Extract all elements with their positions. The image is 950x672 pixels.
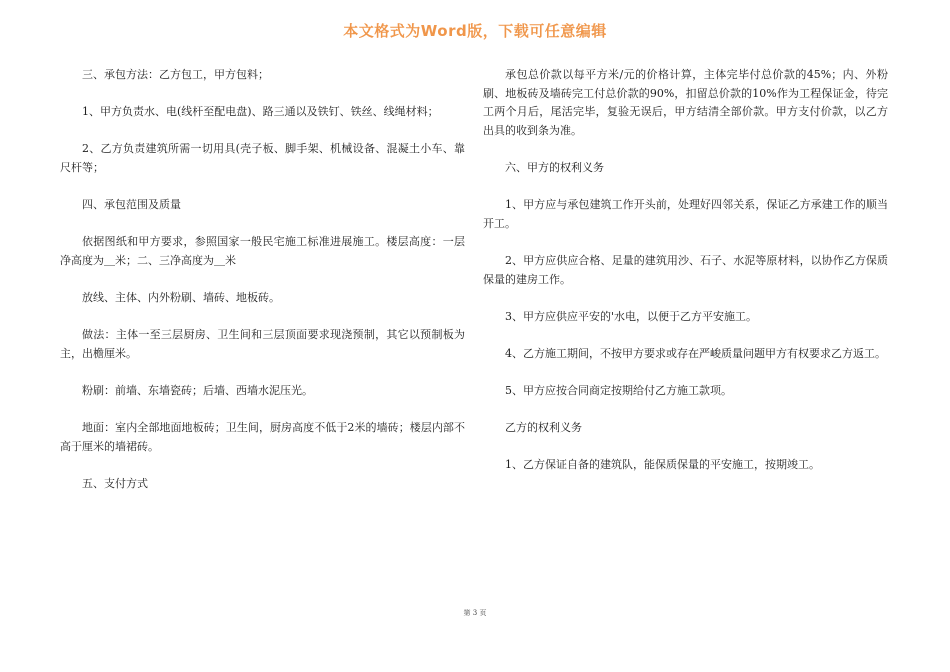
paragraph: 2、甲方应供应合格、足量的建筑用沙、石子、水泥等原材料，以协作乙方保质保量的建房工作。 — [483, 253, 888, 286]
paragraph: 2、乙方负责建筑所需一切用具(壳子板、脚手架、机械设备、混凝土小车、靠尺杆等； — [60, 142, 465, 174]
paragraph: 粉刷：前墙、东墙瓷砖；后墙、西墙水泥压光。 — [82, 384, 313, 398]
paragraph: 5、甲方应按合同商定按期给付乙方施工款项。 — [505, 384, 732, 398]
paragraph: 1、甲方应与承包建筑工作开头前，处理好四邻关系，保证乙方承建工作的顺当开工。 — [483, 198, 888, 230]
section-heading: 乙方的权利义务 — [505, 421, 582, 435]
paragraph: 放线、主体、内外粉刷、墙砖、地板砖。 — [82, 291, 280, 305]
paragraph: 1、甲方负责水、电(线杆至配电盘)、路三通以及铁钉、铁丝、线绳材料； — [82, 105, 439, 119]
paragraph: 承包总价款以每平方米/元的价格计算，主体完毕付总价款的45%；内、外粉刷、地板砖及墙砖完工付总价款的90%，扣留总价款的10%作为工程保证金，待完工两个月后，尾活完毕，复验无误后，甲方结清全部价款。甲方支付价款，以乙方出具的收到条为准。 — [483, 68, 888, 137]
download-banner: 本文格式为Word版，下载可任意编辑 — [343, 22, 607, 40]
paragraph: 做法：主体一至三层厨房、卫生间和三层顶面要求现浇预制，其它以预制板为主，出檐厘米。 — [60, 328, 465, 360]
paragraph: 地面：室内全部地面地板砖；卫生间，厨房高度不低于2米的墙砖；楼层内部不高于厘米的墙裙砖。 — [60, 421, 465, 453]
paragraph: 三、承包方法：乙方包工，甲方包料； — [82, 68, 269, 81]
left-column — [60, 66, 465, 512]
paragraph: 1、乙方保证自备的建筑队，能保质保量的平安施工，按期竣工。 — [505, 458, 820, 472]
paragraph: 依据图纸和甲方要求，参照国家一般民宅施工标准进展施工。楼层高度：一层净高度为＿米；二、三净高度为＿米 — [60, 235, 465, 267]
page-number: 第 3 页 — [463, 609, 487, 617]
section-heading: 四、承包范围及质量 — [82, 198, 181, 212]
section-heading: 六、甲方的权利义务 — [505, 160, 604, 174]
paragraph: 3、甲方应供应平安的'水电，以便于乙方平安施工。 — [505, 309, 758, 323]
right-column — [483, 66, 888, 494]
section-heading: 五、支付方式 — [82, 477, 148, 491]
paragraph: 4、乙方施工期间，不按甲方要求或存在严峻质量问题甲方有权要求乙方返工。 — [505, 346, 886, 360]
